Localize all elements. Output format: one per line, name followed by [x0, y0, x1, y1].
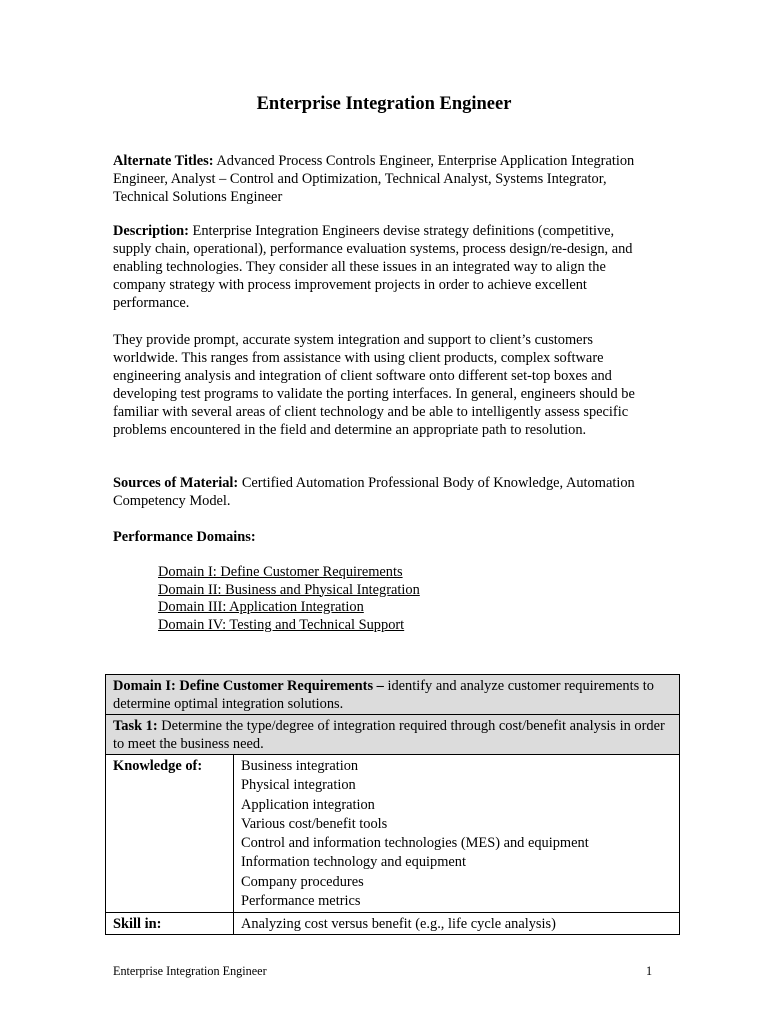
knowledge-label: Knowledge of:	[106, 755, 234, 913]
skill-row	[106, 913, 680, 935]
knowledge-item: Application integration	[241, 796, 375, 813]
task-cell	[106, 715, 680, 755]
domain-header-text: identify and analyze customer requirements to determine optimal integration solutions.	[113, 678, 655, 712]
skill-label: Skill in:	[106, 913, 234, 935]
domain-header-cell	[106, 675, 680, 715]
domain-link-1[interactable]: Domain I: Define Customer Requirements	[158, 564, 403, 580]
sources-label: Sources of Material:	[113, 475, 239, 491]
description-text: Enterprise Integration Engineers devise strategy definitions (competitive, supply chain, operational), performance evaluation systems, process design/re-design, and enabling technologies. They consider all these issues in an integrated way to align the company strategy with process improvement projects in order to achieve excellent performance.	[113, 223, 633, 311]
performance-domains-heading: Performance Domains:	[113, 529, 256, 545]
domain-table	[105, 674, 680, 935]
domain-link-3[interactable]: Domain III: Application Integration	[158, 599, 364, 615]
knowledge-row	[106, 755, 680, 913]
page-number: 1	[646, 964, 653, 978]
knowledge-item: Various cost/benefit tools	[241, 815, 388, 832]
domain-link-4[interactable]: Domain IV: Testing and Technical Support	[158, 616, 405, 633]
domain-header-label: Domain I: Define Customer Requirements –	[113, 678, 384, 694]
performance-domains-list	[158, 564, 420, 634]
skill-text: Analyzing cost versus benefit (e.g., life cycle analysis)	[234, 913, 680, 935]
knowledge-list	[241, 757, 673, 911]
knowledge-cell	[234, 755, 680, 913]
knowledge-item: Information technology and equipment	[241, 854, 466, 871]
knowledge-item: Company procedures	[241, 873, 364, 890]
sources-paragraph	[113, 474, 653, 510]
knowledge-item: Performance metrics	[241, 893, 361, 910]
task-row	[106, 715, 680, 755]
task-text: Determine the type/degree of integration required through cost/benefit analysis in order to meet the business need.	[113, 718, 665, 752]
footer-title: Enterprise Integration Engineer	[113, 964, 267, 978]
description-paragraph	[113, 222, 653, 312]
sources-text: Certified Automation Professional Body of Knowledge, Automation Competency Model.	[113, 475, 635, 509]
page-title: Enterprise Integration Engineer	[256, 94, 512, 114]
task-label: Task 1:	[113, 718, 158, 734]
knowledge-item: Business integration	[241, 758, 359, 774]
alternate-titles-paragraph	[113, 152, 653, 206]
description-label: Description:	[113, 223, 189, 239]
domain-link-2[interactable]: Domain II: Business and Physical Integration	[158, 581, 420, 598]
knowledge-item: Control and information technologies (MES) and equipment	[241, 835, 589, 852]
domain-header-row	[106, 675, 680, 715]
description-paragraph-2: They provide prompt, accurate system integration and support to client’s customers worldwide. This ranges from assistance with using client products, complex software engineering analysis and integration of client software onto different set-top boxes and developing test programs to validate the porting interfaces. In general, engineers should be familiar with several areas of client technology and be able to intelligently assess specific problems encountered in the field and determine an appropriate path to resolution.	[113, 332, 635, 438]
knowledge-item: Physical integration	[241, 777, 356, 794]
alternate-titles-label: Alternate Titles:	[113, 153, 214, 169]
alternate-titles-text: Advanced Process Controls Engineer, Enterprise Application Integration Engineer, Analyst – Control and Optimization, Technical Analyst, Systems Integrator, Technical Solutions Engineer	[113, 153, 635, 205]
